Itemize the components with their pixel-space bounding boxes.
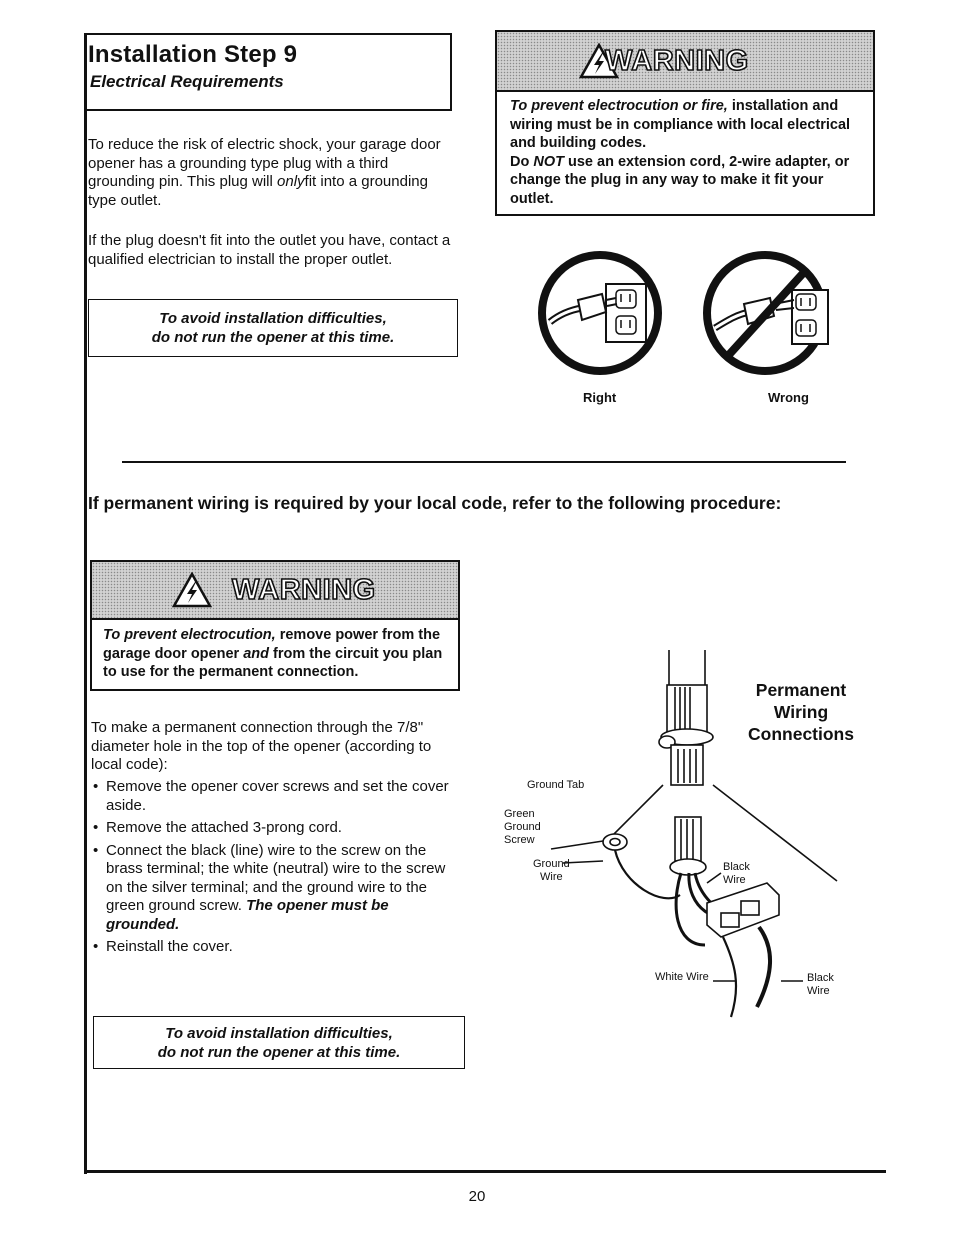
page-number: 20 bbox=[468, 1188, 486, 1205]
list-item: • Remove the attached 3-prong cord. bbox=[91, 819, 463, 838]
wiring-title-line-2: Wiring bbox=[773, 702, 829, 722]
step-text: Connect the black (line) wire to the screw on the brass terminal; the white (neutral) wire to the screw on the silver terminal; and the ground wire to the green ground screw. bbox=[106, 841, 446, 914]
label-ground-tab: Ground Tab bbox=[527, 779, 585, 791]
warning-text bbox=[510, 97, 865, 208]
note-box-top bbox=[88, 299, 458, 357]
label-line: Ground bbox=[504, 821, 541, 833]
wrong-plug-icon bbox=[707, 255, 828, 371]
warning-header bbox=[92, 562, 458, 620]
electric-hazard-icon bbox=[172, 572, 212, 608]
wiring-diagram-title bbox=[735, 679, 867, 745]
warning-text-2-pre: Do bbox=[510, 153, 534, 170]
note-box-bottom bbox=[93, 1016, 465, 1069]
note-line-1: To avoid installation difficulties, bbox=[165, 1025, 393, 1042]
warning-header bbox=[497, 32, 873, 92]
procedure-intro: To make a permanent connection through the 7/8" diameter hole in the top of the opener (according to local code): bbox=[91, 719, 432, 773]
note-line-1: To avoid installation difficulties, bbox=[159, 310, 387, 327]
label-line: Wire bbox=[723, 874, 746, 886]
warning-and: and bbox=[243, 645, 269, 662]
right-caption: Right bbox=[583, 390, 617, 405]
list-item bbox=[91, 842, 463, 935]
list-item: • Remove the opener cover screws and set the cover aside. bbox=[91, 778, 463, 815]
warning-title: WARNING bbox=[232, 574, 376, 606]
label-ground-wire bbox=[533, 858, 570, 884]
right-plug-icon bbox=[542, 255, 658, 371]
wiring-title-line-3: Connections bbox=[748, 724, 854, 744]
warning-not: NOT bbox=[533, 153, 564, 170]
label-green-ground-screw bbox=[504, 808, 541, 847]
warning-text bbox=[103, 626, 453, 682]
wrong-caption: Wrong bbox=[768, 390, 809, 405]
intro-text-end: fit into a grounding type outlet. bbox=[88, 173, 428, 209]
page-bottom-rule bbox=[84, 1170, 886, 1173]
label-line: Screw bbox=[504, 834, 535, 846]
label-line: Black bbox=[723, 861, 750, 873]
label-line: Green bbox=[504, 808, 535, 820]
warning-text-2: from the circuit you plan to use for the permanent connection. bbox=[103, 645, 443, 680]
label-line: Wire bbox=[807, 985, 830, 997]
section-divider bbox=[122, 461, 846, 463]
label-line: Ground bbox=[533, 858, 570, 870]
intro-emphasis-only: only bbox=[277, 173, 305, 190]
procedure-steps bbox=[91, 778, 463, 961]
page-subtitle: Electrical Requirements bbox=[90, 72, 284, 91]
plug-right-wrong-illustration bbox=[530, 250, 860, 400]
label-line: Wire bbox=[540, 871, 563, 883]
warning-box-top bbox=[495, 30, 875, 216]
warning-text-1: remove power from the garage door opener bbox=[103, 627, 441, 662]
note-line-2: do not run the opener at this time. bbox=[157, 1044, 401, 1061]
label-line: Black bbox=[807, 972, 834, 984]
warning-text-1: installation and wiring must be in compliance with local electrical and building codes. bbox=[510, 98, 851, 151]
warning-box-bottom bbox=[90, 560, 460, 691]
step-emphasis: The opener must be grounded. bbox=[106, 897, 389, 933]
list-item: • Reinstall the cover. bbox=[91, 938, 463, 957]
label-white-wire: White Wire bbox=[655, 971, 709, 983]
page-left-rule bbox=[84, 34, 87, 1174]
note-line-2: do not run the opener at this time. bbox=[151, 329, 395, 346]
label-black-wire-lower bbox=[807, 972, 834, 998]
warning-text-2-post: use an extension cord, 2-wire adapter, or change the plug in any way to make it fit your outlet. bbox=[510, 153, 850, 207]
wiring-title-line-1: Permanent bbox=[755, 680, 847, 700]
intro-paragraph-2: If the plug doesn't fit into the outlet you have, contact a qualified electrician to install the proper outlet. bbox=[88, 232, 451, 268]
label-black-wire-upper bbox=[723, 861, 750, 887]
intro-text-start: To reduce the risk of electric shock, your garage door opener has a grounding type plug with a third grounding pin. This plug will bbox=[88, 136, 441, 190]
warning-title: WARNING bbox=[605, 45, 749, 77]
procedure-heading: If permanent wiring is required by your local code, refer to the following procedure: bbox=[88, 493, 782, 513]
warning-lead: To prevent electrocution, bbox=[103, 627, 276, 643]
intro-paragraph-1 bbox=[88, 136, 458, 210]
page-title: Installation Step 9 bbox=[88, 41, 298, 68]
warning-lead: To prevent electrocution or fire, bbox=[510, 98, 728, 114]
